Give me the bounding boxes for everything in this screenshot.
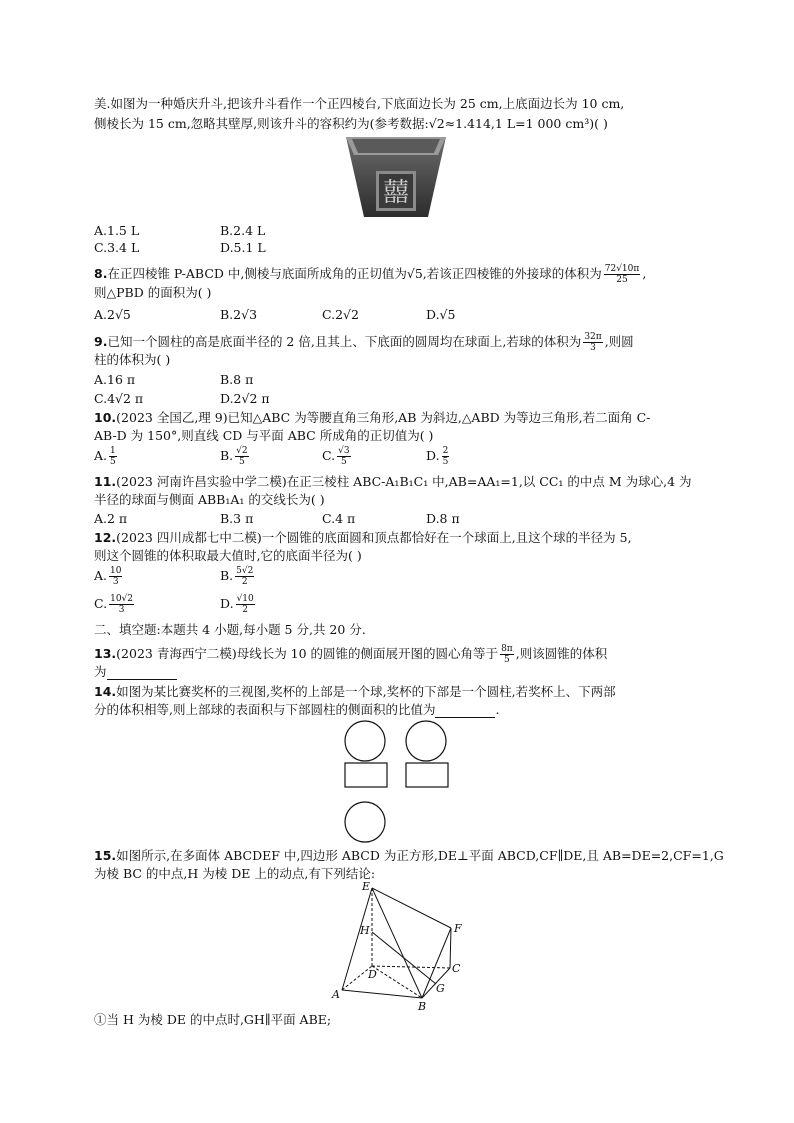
q12-option-b: B. $\frac{5√2}{2}$ xyxy=(220,566,254,587)
label-e: E xyxy=(362,880,371,893)
label-d: D xyxy=(368,968,377,981)
q12-option-a: A. $\frac{10}{3}$ xyxy=(94,566,122,587)
q9-fraction: $\frac{32\pi}{3}$ xyxy=(584,332,602,353)
label-f: F xyxy=(454,922,462,935)
q11-option-c: C.4 π xyxy=(322,511,356,526)
q9-line2: 柱的体积为( ) xyxy=(94,352,171,367)
xi-character: 囍 xyxy=(382,178,410,208)
trophy-three-views xyxy=(340,716,456,844)
q9-line1 xyxy=(94,332,634,353)
polyhedron-diagram xyxy=(328,880,478,1012)
q11-option-d: D.8 π xyxy=(426,511,460,526)
q13-answer-blank[interactable] xyxy=(107,667,177,680)
q7-option-d: D.5.1 L xyxy=(220,240,266,255)
q10-option-c: C. $\frac{√3}{5}$ xyxy=(322,446,350,467)
side-view-cylinder xyxy=(406,763,448,787)
q8-line2: 则△PBD 的面积为( ) xyxy=(94,285,212,300)
front-view-cylinder xyxy=(345,763,387,787)
q8-option-b: B.2√3 xyxy=(220,307,258,322)
q8-text-b: , xyxy=(642,266,647,281)
q8-fraction: $\frac{72√10\pi}{25}$ xyxy=(604,264,640,285)
q11-line1 xyxy=(94,474,692,490)
q14-text: 如图为某比赛奖杯的三视图,奖杯的上部是一个球,奖杯的下部是一个圆柱,若奖杯上、下两部 xyxy=(116,684,616,699)
q11-line2: 半径的球面与侧面 ABB₁A₁ 的交线长为( ) xyxy=(94,492,325,507)
wedding-dou-image xyxy=(344,135,448,220)
q8-line1 xyxy=(94,264,646,285)
q11-option-a: A.2 π xyxy=(94,511,128,526)
q8-option-c: C.2√2 xyxy=(322,307,359,322)
q9-option-b: B.8 π xyxy=(220,372,254,387)
q14-line1 xyxy=(94,684,616,700)
q7-option-a: A.1.5 L xyxy=(94,223,140,238)
q15-conclusion-1: ①当 H 为棱 DE 的中点时,GH∥平面 ABE; xyxy=(94,1012,332,1027)
q10-text: (2023 全国乙,理 9)已知△ABC 为等腰直角三角形,AB 为斜边,△ABD 为等边三角形,若二面角 C- xyxy=(116,410,651,425)
front-view-sphere xyxy=(345,721,385,761)
q11-text: (2023 河南许昌实验中学二模)在正三棱柱 ABC-A₁B₁C₁ 中,AB=AA₁=1,以 CC₁ 的中点 M 为球心,4 为 xyxy=(116,474,692,489)
label-b: B xyxy=(418,1000,427,1012)
q13-text-a: (2023 青海西宁二模)母线长为 10 的圆锥的侧面展开图的圆心角等于 xyxy=(116,646,499,661)
q13-number: 13. xyxy=(94,646,117,661)
q12-option-d: D. $\frac{√10}{2}$ xyxy=(220,594,254,615)
section-heading: 二、填空题:本题共 4 小题,每小题 5 分,共 20 分. xyxy=(94,622,366,637)
q15-text: 如图所示,在多面体 ABCDEF 中,四边形 ABCD 为正方形,DE⊥平面 ABCD,CF∥DE,且 AB=DE=2,CF=1,G xyxy=(116,848,724,863)
q10-option-a: A. $\frac{1}{5}$ xyxy=(94,446,116,467)
q10-number: 10. xyxy=(94,410,117,425)
q13-line2: 为 xyxy=(94,664,177,680)
q13-text-b: ,则该圆锥的体积 xyxy=(515,646,608,661)
q7-line1: 美.如图为一种婚庆升斗,把该升斗看作一个正四棱台,下底面边长为 25 cm,上底面边长为 10 cm, xyxy=(94,96,625,111)
q13-line1 xyxy=(94,644,607,665)
q7-line2: 侧棱长为 15 cm,忽略其壁厚,则该升斗的容积约为(参考数据:√2≈1.414,1 L=1 000 cm³)( ) xyxy=(94,116,608,131)
q7-option-c: C.3.4 L xyxy=(94,240,140,255)
q13-fraction: $\frac{8\pi}{5}$ xyxy=(501,644,513,665)
q15-line1 xyxy=(94,848,724,864)
q11-option-b: B.3 π xyxy=(220,511,254,526)
side-view-sphere xyxy=(406,721,446,761)
q9-option-a: A.16 π xyxy=(94,372,136,387)
label-g: G xyxy=(436,982,445,995)
label-h: H xyxy=(360,924,370,937)
q12-text: (2023 四川成都七中二模)一个圆锥的底面圆和顶点都恰好在一个球面上,且这个球的半径为 5, xyxy=(116,530,632,545)
q8-option-d: D.√5 xyxy=(426,307,456,322)
q9-option-d: D.2√2 π xyxy=(220,391,270,406)
top-view-circle xyxy=(345,802,385,842)
q11-number: 11. xyxy=(94,474,117,489)
label-a: A xyxy=(332,988,340,1001)
q9-option-c: C.4√2 π xyxy=(94,391,144,406)
q12-line2: 则这个圆锥的体积取最大值时,它的底面半径为( ) xyxy=(94,548,362,563)
q10-line2: AB-D 为 150°,则直线 CD 与平面 ABC 所成角的正切值为( ) xyxy=(94,428,434,443)
q12-number: 12. xyxy=(94,530,117,545)
q8-option-a: A.2√5 xyxy=(94,307,131,322)
q8-number: 8. xyxy=(94,266,108,281)
q9-number: 9. xyxy=(94,334,108,349)
q12-line1 xyxy=(94,530,632,546)
q10-line1 xyxy=(94,410,650,426)
q9-text-a: 已知一个圆柱的高是底面半径的 2 倍,且其上、下底面的圆周均在球面上,若球的体积为 xyxy=(107,334,582,349)
q7-option-b: B.2.4 L xyxy=(220,223,266,238)
q10-option-b: B. $\frac{√2}{5}$ xyxy=(220,446,248,467)
q15-line2: 为棱 BC 的中点,H 为棱 DE 上的动点,有下列结论: xyxy=(94,866,376,881)
q10-option-d: D. $\frac{2}{5}$ xyxy=(426,446,449,467)
label-c: C xyxy=(452,962,461,975)
q15-number: 15. xyxy=(94,848,117,863)
q12-option-c: C. $\frac{10√2}{3}$ xyxy=(94,594,134,615)
q8-text-a: 在正四棱锥 P-ABCD 中,侧棱与底面所成角的正切值为√5,若该正四棱锥的外接球的体积为 xyxy=(107,266,602,281)
q14-number: 14. xyxy=(94,684,117,699)
q14-line2: 分的体积相等,则上部球的表面积与下部圆柱的侧面积的比值为 . xyxy=(94,702,500,717)
q9-text-b: ,则圆 xyxy=(604,334,634,349)
